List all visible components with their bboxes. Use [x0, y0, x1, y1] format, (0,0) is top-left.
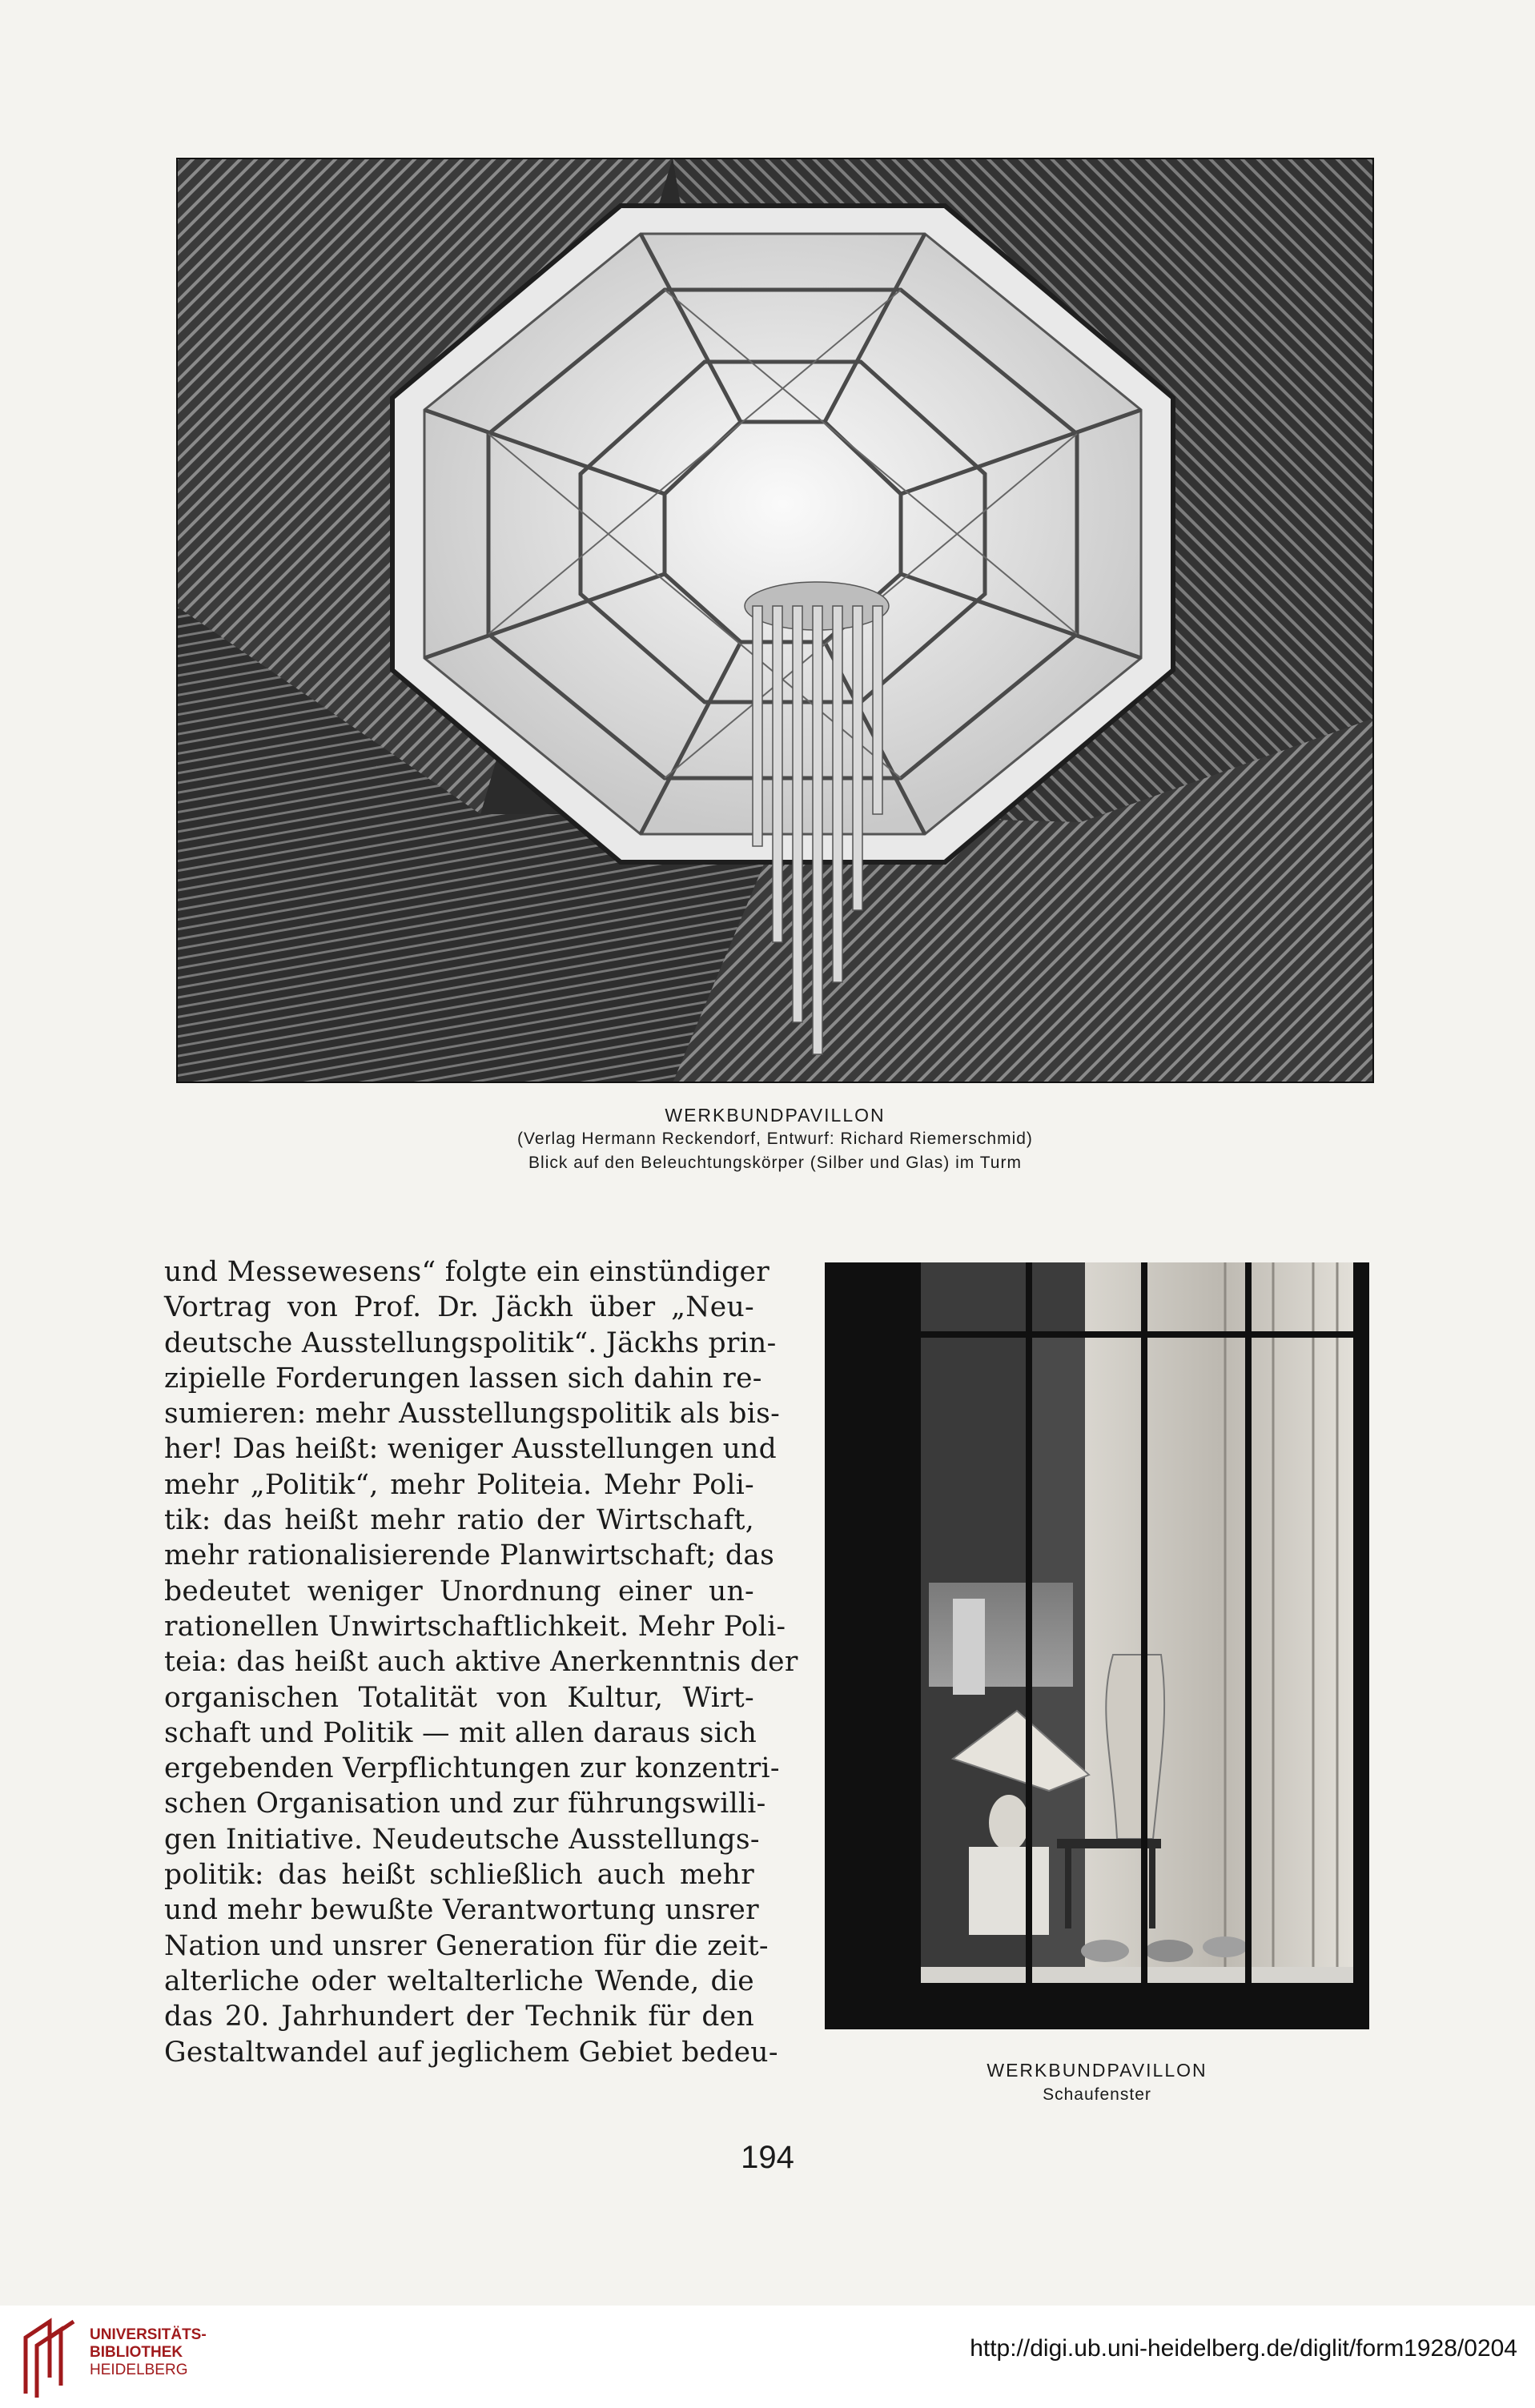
top-figure-caption — [176, 1103, 1374, 1175]
text-line: organischen Totalität von Kultur, Wirt- — [164, 1681, 754, 1714]
permalink-url[interactable]: http://digi.ub.uni-heidelberg.de/diglit/form1928/0204 — [970, 2335, 1517, 2362]
text-line: Gestaltwandel auf jeglichem Gebiet bedeu- — [164, 2036, 778, 2069]
text-line: Vortrag von Prof. Dr. Jäckh über „Neu- — [164, 1291, 754, 1324]
text-line: Nation und unsrer Generation für die zeit- — [164, 1929, 769, 1962]
text-line: sumieren: mehr Ausstellungspolitik als bis- — [164, 1398, 781, 1431]
text-line: und mehr bewußte Verantwortung unsrer — [164, 1894, 759, 1927]
text-line: teia: das heißt auch aktive Anerkenntnis der — [164, 1646, 798, 1679]
text-line: mehr „Politik“, mehr Politeia. Mehr Poli- — [164, 1468, 754, 1501]
right-figure-caption — [825, 2057, 1369, 2107]
right-caption-title: WERKBUNDPAVILLON — [986, 2060, 1208, 2081]
text-line: schaft und Politik — mit allen daraus sich — [164, 1716, 757, 1749]
library-logo-icon[interactable] — [18, 2314, 90, 2402]
body-text-column — [164, 1254, 798, 2070]
text-line: bedeutet weniger Unordnung einer un- — [164, 1575, 754, 1607]
institution-line-1: UNIVERSITÄTS- — [90, 2326, 207, 2343]
institution-line-3: HEIDELBERG — [90, 2362, 188, 2378]
institution-name[interactable] — [90, 2326, 207, 2379]
text-line: das 20. Jahrhundert der Technik für den — [164, 2001, 754, 2033]
text-line: her! Das heißt: weniger Ausstellungen und — [164, 1433, 778, 1466]
tower-chandelier-photo — [176, 158, 1374, 1083]
institution-line-2: BIBLIOTHEK — [90, 2344, 183, 2361]
text-line: politik: das heißt schließlich auch mehr — [164, 1859, 754, 1892]
text-line: tik: das heißt mehr ratio der Wirtschaft, — [164, 1504, 754, 1537]
text-line: und Messewesens“ folgte ein einstündiger — [164, 1256, 770, 1288]
text-line: deutsche Ausstellungspolitik“. Jäckhs prin- — [164, 1326, 777, 1359]
text-line: gen Initiative. Neudeutsche Ausstellungs- — [164, 1823, 760, 1856]
text-line: rationellen Unwirtschaftlichkeit. Mehr Poli- — [164, 1610, 786, 1643]
top-caption-credit: (Verlag Hermann Reckendorf, Entwurf: Richard Riemerschmid) — [517, 1130, 1033, 1148]
text-line: zipielle Forderungen lassen sich dahin re- — [164, 1362, 762, 1395]
text-line: mehr rationalisierende Planwirtschaft; das — [164, 1539, 775, 1572]
text-line: ergebenden Verpflichtungen zur konzentri- — [164, 1752, 780, 1785]
top-caption-title: WERKBUNDPAVILLON — [665, 1105, 886, 1126]
text-line: schen Organisation und zur führungswilli- — [164, 1788, 766, 1820]
top-caption-description: Blick auf den Beleuchtungskörper (Silber und Glas) im Turm — [528, 1154, 1022, 1172]
text-line: alterliche oder weltalterliche Wende, die — [164, 1965, 754, 1997]
page-number: 194 — [741, 2140, 794, 2175]
right-caption-subtitle: Schaufenster — [1043, 2085, 1151, 2104]
shop-window-photo — [825, 1262, 1369, 2029]
